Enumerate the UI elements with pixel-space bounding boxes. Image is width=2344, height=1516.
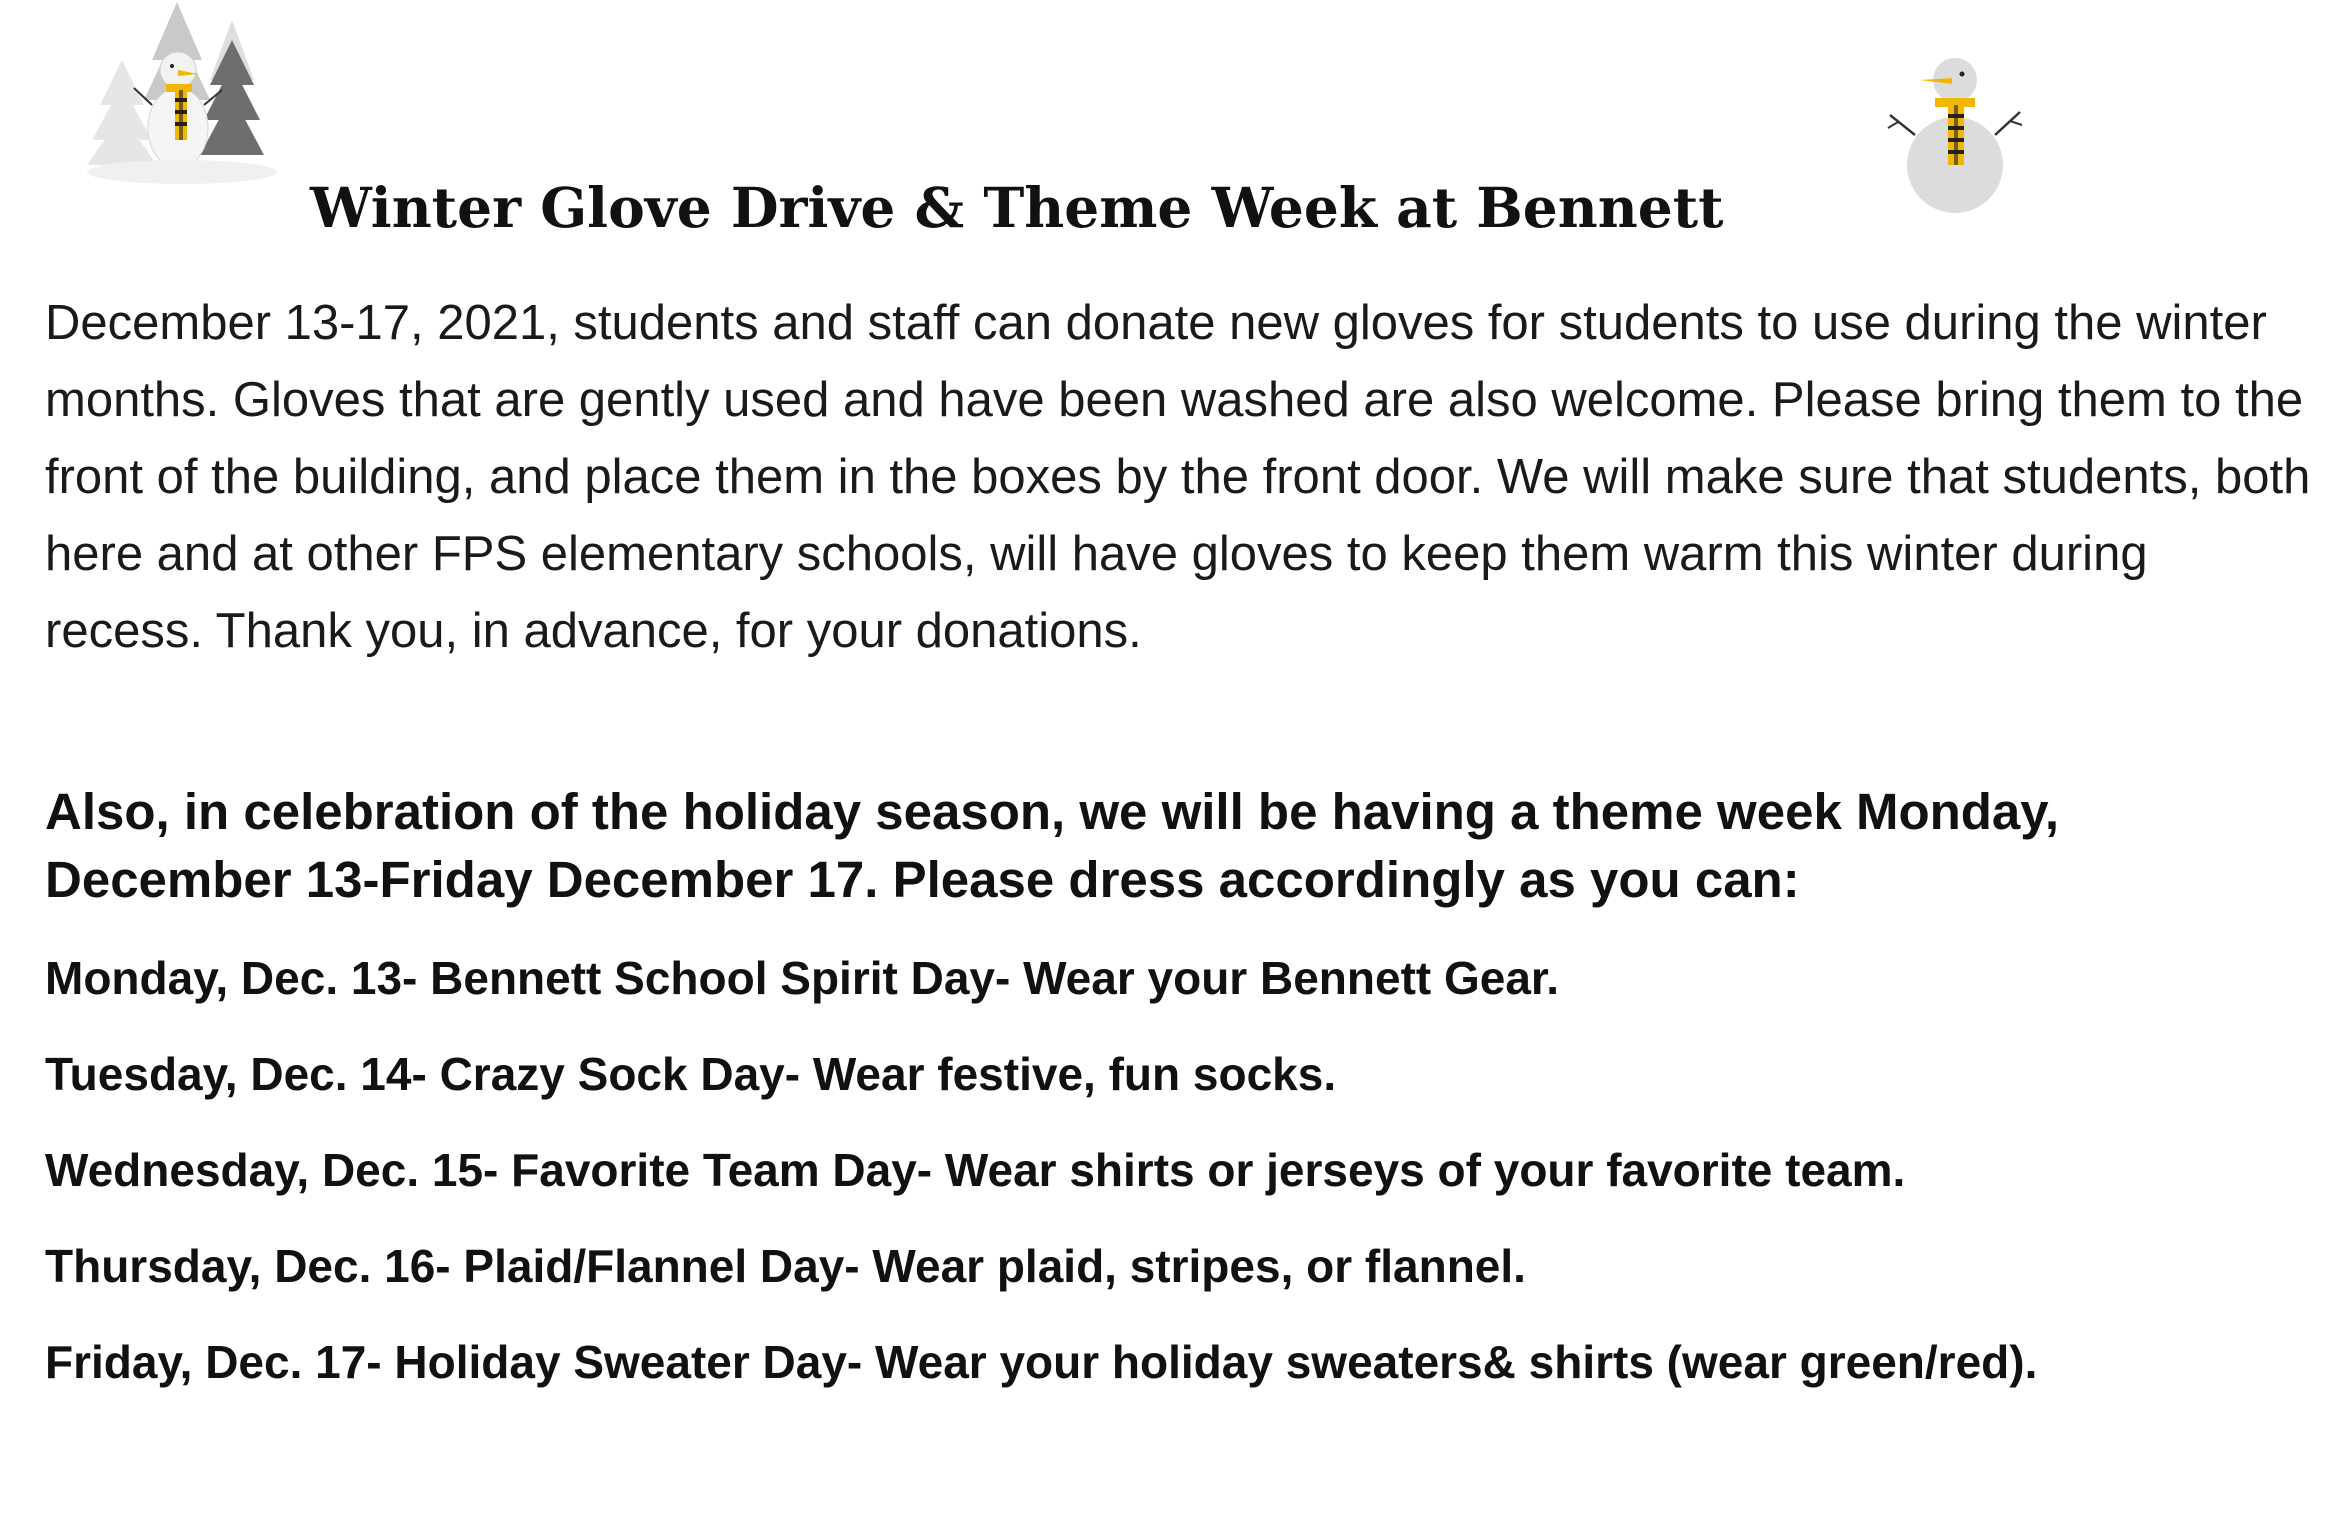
theme-day-friday: Friday, Dec. 17- Holiday Sweater Day- Wear your holiday sweaters& shirts (wear green/red). <box>45 1336 2038 1388</box>
theme-week-intro: Also, in celebration of the holiday season, we will be having a theme week Monday, December 13-Friday December 17. Please dress accordingly as you can: <box>45 783 2060 908</box>
theme-day-wednesday: Wednesday, Dec. 15- Favorite Team Day- Wear shirts or jerseys of your favorite team. <box>45 1144 1906 1196</box>
theme-day-list <box>45 948 2335 1428</box>
theme-day-thursday: Thursday, Dec. 16- Plaid/Flannel Day- Wear plaid, stripes, or flannel. <box>45 1240 1526 1292</box>
glove-drive-paragraph: December 13-17, 2021, students and staff can donate new gloves for students to use during the winter months. Gloves that are gently used and have been washed are also welcome. Please bring them to the front of the building, and place them in the boxes by the front door. We will make sure that students, both here and at other FPS elementary schools, will have gloves to keep them warm this winter during recess. Thank you, in advance, for your donations. <box>45 296 2311 658</box>
theme-day-monday: Monday, Dec. 13- Bennett School Spirit Day- Wear your Bennett Gear. <box>45 952 1560 1004</box>
page-title: Winter Glove Drive & Theme Week at Bennett <box>310 175 1724 240</box>
snowman-with-trees-icon <box>82 0 282 190</box>
snowman-icon <box>1880 50 2030 220</box>
theme-day-tuesday: Tuesday, Dec. 14- Crazy Sock Day- Wear festive, fun socks. <box>45 1048 1337 1100</box>
